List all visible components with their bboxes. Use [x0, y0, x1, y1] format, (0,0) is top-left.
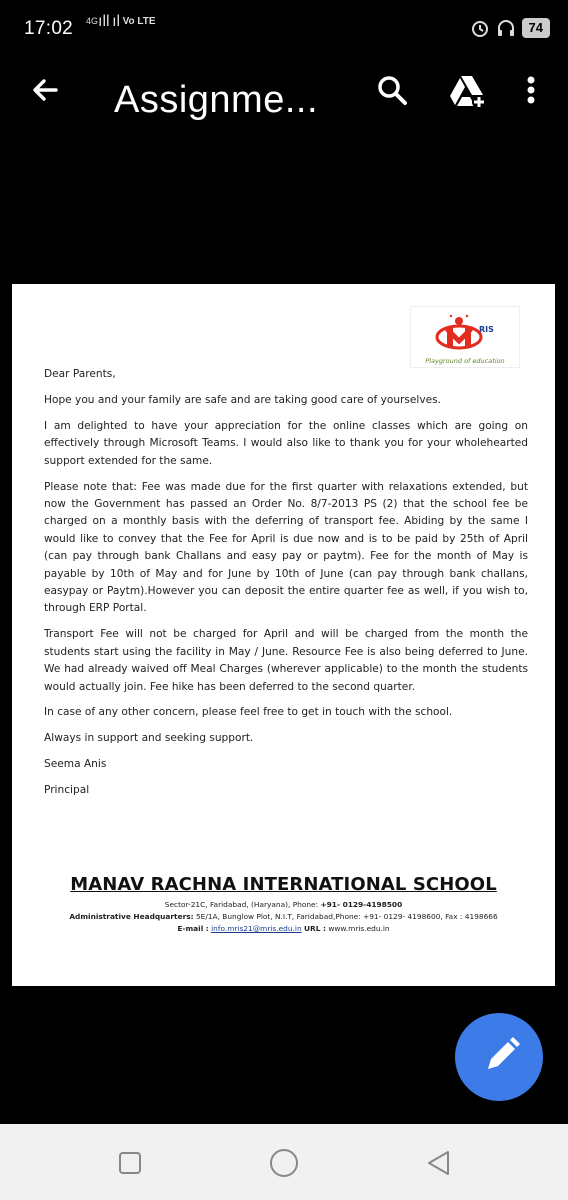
back-triangle-icon[interactable] — [422, 1146, 456, 1180]
letterhead-footer — [12, 874, 555, 935]
signal-icon: ıll — [98, 13, 110, 31]
email-link[interactable]: info.mris21@mris.edu.in — [211, 924, 302, 933]
page-title: Assignme... — [114, 79, 319, 121]
status-time: 17:02 — [24, 18, 74, 39]
edit-fab-button[interactable] — [455, 1013, 543, 1101]
address-block — [12, 899, 555, 935]
paragraph: Please note that: Fee was made due for the first quarter with relaxations extended, but now the Government has passed an Order No. 8/7-2013 PS (2) that the school fee be charged on a monthly basis with the deferring of transport fee. Abiding by the same I would like to convey that the Fee for April is due now and is to be paid by 25th of April (can pay through bank Challans and easy pay or paytm). Fee for the month of May is payable by 10th of May and for June by 10th of June (can pay through bank challans, easypay or Paytm).However you can deposit the entire quarter fee as well, if you wish to, through ERP Portal. — [44, 480, 528, 615]
phone-number: +91- 0129-4198500 — [320, 900, 403, 909]
headset-icon — [496, 18, 516, 38]
alarm-icon — [470, 18, 490, 38]
more-vert-icon[interactable] — [516, 70, 546, 110]
paragraph: Hope you and your family are safe and are taking good care of yourselves. — [44, 393, 442, 406]
edit-pencil-icon — [455, 1013, 543, 1101]
network-type: 4G — [86, 16, 99, 26]
address-line-2 — [12, 911, 555, 923]
school-logo — [410, 306, 520, 368]
logo-brand: RIS — [479, 325, 494, 334]
home-circle-icon[interactable] — [267, 1146, 301, 1180]
volte-label: Vo LTE — [122, 16, 156, 27]
address-line-1 — [12, 899, 555, 911]
url-text: www.mris.edu.in — [328, 924, 390, 933]
paragraph: Transport Fee will not be charged for April and will be charged from the month the students start using the facility in May / June. Resource Fee is also being deferred to June. We had already waived off Meal Charges (wherever applicable) to the month the students would actually join. Fee hike has been deferred to the second quarter. — [44, 628, 528, 693]
app-bar — [0, 62, 568, 152]
greeting: Dear Parents, — [44, 368, 116, 380]
back-arrow-icon[interactable] — [26, 70, 66, 110]
email-label: E-mail : — [177, 924, 209, 933]
paragraph: In case of any other concern, please feel free to get in touch with the school. — [44, 706, 453, 719]
paragraph: I am delighted to have your appreciation for the online classes which are going on effectively through Microsoft Teams. I would also like to thank you for your wholehearted support extended for the same. — [44, 419, 528, 467]
logo-tagline: Playground of education — [425, 357, 505, 365]
drive-add-icon[interactable] — [448, 70, 488, 110]
hq-address: 5E/1A, Bunglow Plot, N.I.T, Faridabad,Phone: +91- 0129- 4198600, Fax : 4198666 — [195, 912, 498, 921]
letter-body — [44, 366, 528, 808]
address-line-1-text: Sector-21C, Faridabad, (Haryana), Phone: — [164, 900, 319, 909]
hq-label: Administrative Headquarters: — [69, 912, 194, 921]
status-icons — [470, 18, 550, 38]
search-icon[interactable] — [372, 70, 412, 110]
signatory-title: Principal — [44, 784, 90, 797]
address-line-3 — [12, 923, 555, 935]
recents-square-icon[interactable] — [113, 1146, 147, 1180]
signal-icon-2: ıl — [112, 13, 121, 31]
network-indicator — [86, 13, 156, 31]
url-label: URL : — [304, 924, 326, 933]
school-name: MANAV RACHNA INTERNATIONAL SCHOOL — [70, 874, 497, 895]
system-nav-bar — [0, 1124, 568, 1200]
signatory-name: Seema Anis — [44, 758, 107, 771]
document-page[interactable] — [12, 284, 555, 986]
paragraph: Always in support and seeking support. — [44, 732, 254, 745]
status-bar — [0, 0, 568, 62]
battery-indicator: 74 — [522, 18, 550, 38]
